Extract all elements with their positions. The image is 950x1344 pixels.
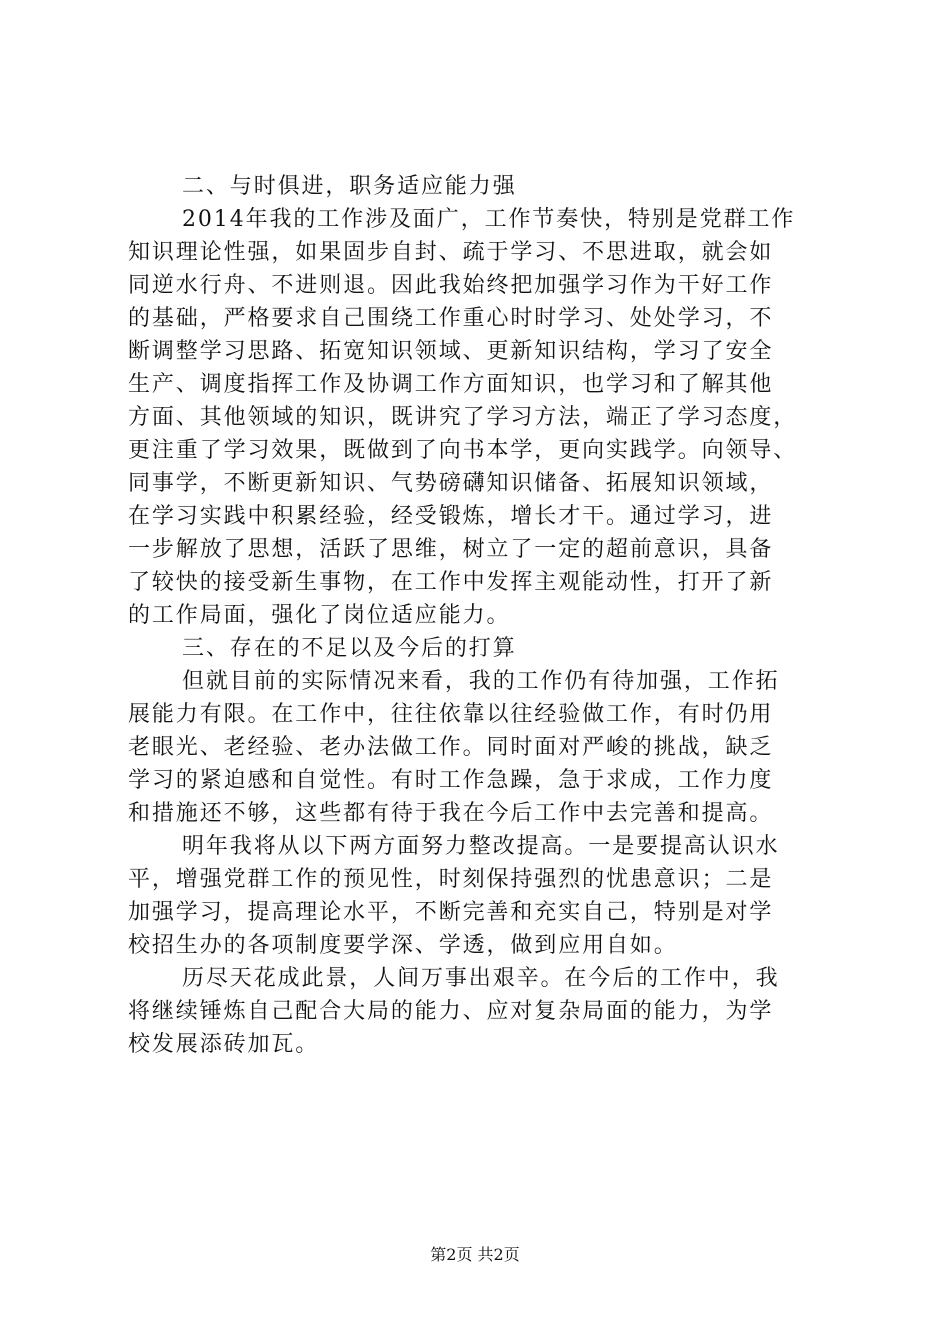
paragraph-line: 但就目前的实际情况来看，我的工作仍有待加强，工作拓 (182, 669, 780, 694)
document-body (128, 170, 830, 1061)
paragraph-line: 同逆水行舟、不进则退。因此我始终把加强学习作为干好工作 (128, 273, 774, 298)
paragraph-line: 校招生办的各项制度要学深、学透，做到应用自如。 (128, 933, 678, 958)
paragraph-line: 2014年我的工作涉及面广，工作节奏快，特别是党群工作 (182, 207, 796, 232)
paragraph-line: 在学习实践中积累经验，经受锻炼，增长才干。通过学习，进 (128, 504, 774, 529)
paragraph-line: 学习的紧迫感和自觉性。有时工作急躁，急于求成，工作力度 (128, 768, 774, 793)
paragraph-line: 一步解放了思想，活跃了思维，树立了一定的超前意识，具备 (128, 537, 774, 562)
section-heading-2: 二、与时俱进，职务适应能力强 (182, 174, 517, 199)
paragraph-line: 断调整学习思路、拓宽知识领域、更新知识结构，学习了安全 (128, 339, 774, 364)
paragraph-line: 展能力有限。在工作中，往往依靠以往经验做工作，有时仍用 (128, 702, 774, 727)
paragraph-line: 更注重了学习效果，既做到了向书本学，更向实践学。向领导、 (128, 438, 798, 463)
paragraph-line: 的工作局面，强化了岗位适应能力。 (128, 603, 511, 628)
paragraph-line: 历尽天花成此景，人间万事出艰辛。在今后的工作中，我 (182, 966, 780, 991)
paragraph-line: 生产、调度指挥工作及协调工作方面知识，也学习和了解其他 (128, 372, 774, 397)
paragraph-line: 老眼光、老经验、老办法做工作。同时面对严峻的挑战，缺乏 (128, 735, 774, 760)
paragraph-line: 方面、其他领域的知识，既讲究了学习方法，端正了学习态度， (128, 405, 798, 430)
paragraph-line: 加强学习，提高理论水平，不断完善和充实自己，特别是对学 (128, 900, 774, 925)
paragraph-line: 平，增强党群工作的预见性，时刻保持强烈的忧患意识；二是 (128, 867, 774, 892)
page-number-footer: 第2页 共2页 (430, 1245, 520, 1264)
paragraph-line: 的基础，严格要求自己围绕工作重心时时学习、处处学习，不 (128, 306, 774, 331)
paragraph-line: 同事学，不断更新知识、气势磅礴知识储备、拓展知识领域， (128, 471, 774, 496)
paragraph-line: 和措施还不够，这些都有待于我在今后工作中去完善和提高。 (128, 801, 774, 826)
paragraph-line: 将继续锤炼自己配合大局的能力、应对复杂局面的能力，为学 (128, 999, 774, 1024)
section-heading-3: 三、存在的不足以及今后的打算 (182, 636, 517, 661)
paragraph-line: 了较快的接受新生事物，在工作中发挥主观能动性，打开了新 (128, 570, 774, 595)
paragraph-line: 明年我将从以下两方面努力整改提高。一是要提高认识水 (182, 834, 780, 859)
paragraph-line: 校发展添砖加瓦。 (128, 1032, 320, 1057)
paragraph-line: 知识理论性强，如果固步自封、疏于学习、不思进取，就会如 (128, 240, 774, 265)
